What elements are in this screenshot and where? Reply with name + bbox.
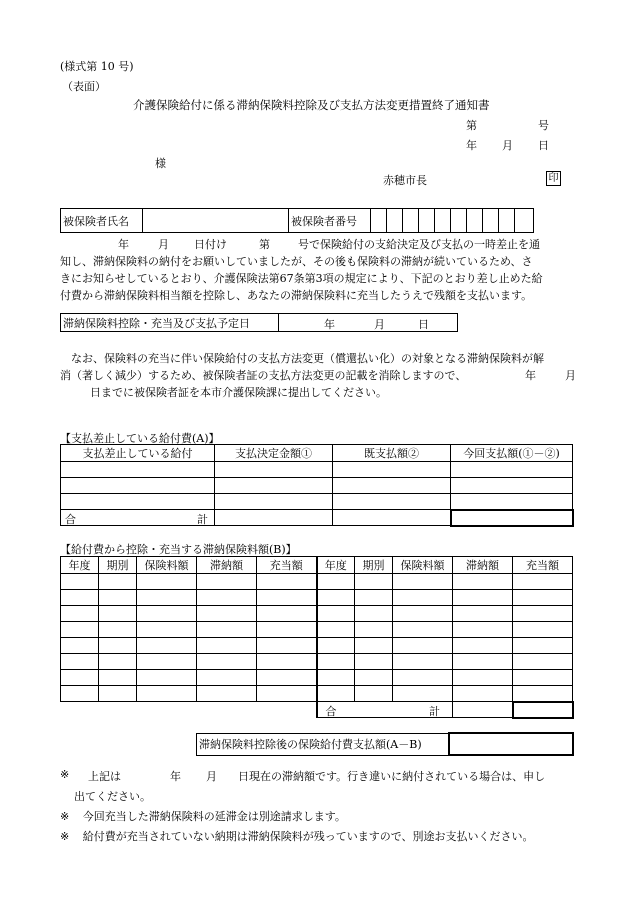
table-cell <box>317 670 355 686</box>
result-table <box>196 732 574 756</box>
table-b-header: 年度 <box>61 557 99 574</box>
table-cell <box>61 622 99 638</box>
p2-year: 年 <box>525 369 536 382</box>
table-row <box>61 574 573 590</box>
table-cell <box>453 590 513 606</box>
schedule-date <box>279 314 458 332</box>
insured-number-digit <box>515 209 534 233</box>
table-row <box>61 638 573 654</box>
table-cell <box>197 622 257 638</box>
table-cell <box>197 686 257 702</box>
table-cell <box>393 686 453 702</box>
note-1-month: 月 <box>206 770 217 783</box>
insured-number-digit <box>451 209 467 233</box>
table-cell <box>61 606 99 622</box>
table-cell <box>317 638 355 654</box>
side-label: （表面） <box>62 80 106 93</box>
table-b-caption: 【給付費から控除・充当する滞納保険料額(B)】 <box>60 543 297 556</box>
note-1c: 出てください。 <box>74 790 151 803</box>
table-b-header: 年度 <box>317 557 355 574</box>
table-b <box>60 556 574 719</box>
table-cell <box>99 574 137 590</box>
table-cell <box>393 590 453 606</box>
p1-line2: 知し、滞納保険料の納付をお願いしていましたが、その後も保険料の滞納が続いているため、さ <box>60 255 533 268</box>
table-cell <box>453 654 513 670</box>
schedule-day: 日 <box>418 318 429 331</box>
table-cell <box>393 622 453 638</box>
seal-mark: 印 <box>546 171 561 186</box>
p1-line4: 付費から滞納保険料相当額を控除し、あなたの滞納保険料に充当したうえで残額を支払います。 <box>60 289 533 302</box>
table-cell <box>513 606 573 622</box>
table-cell <box>317 654 355 670</box>
table-cell <box>99 606 137 622</box>
insured-number-digit <box>371 209 387 233</box>
table-cell <box>197 574 257 590</box>
note-mark: ※ <box>60 768 70 781</box>
result-label: 滞納保険料控除後の保険給付費支払額(A－B) <box>197 733 449 755</box>
table-cell <box>513 638 573 654</box>
table-b-header: 保険料額 <box>393 557 453 574</box>
table-cell <box>99 670 137 686</box>
table-cell <box>355 622 393 638</box>
p1-line3: きにお知らせしているとおり、介護保険法第67条第3項の規定により、下記のとおり差し止めた給 <box>60 272 543 285</box>
total-left: 合 <box>65 513 76 526</box>
table-cell <box>61 670 99 686</box>
table-row <box>61 686 573 702</box>
table-a-caption: 【支払差止している給付費(A)】 <box>60 432 220 445</box>
note-3 <box>60 828 534 844</box>
note-mark: ※ <box>60 810 70 823</box>
insured-number-label: 被保険者番号 <box>289 209 371 233</box>
table-row <box>61 590 573 606</box>
table-cell <box>393 638 453 654</box>
insured-number-digit <box>499 209 515 233</box>
insured-number-digit <box>387 209 403 233</box>
table-cell <box>61 638 99 654</box>
table-cell <box>317 606 355 622</box>
table-b-total-amount <box>513 702 573 718</box>
table-cell <box>197 590 257 606</box>
total-right: 計 <box>197 513 208 526</box>
insured-number-digit <box>435 209 451 233</box>
table-cell <box>513 622 573 638</box>
table-a-header: 支払決定金額① <box>215 445 333 462</box>
document-title: 介護保険給付に係る滞納保険料控除及び支払方法変更措置終了通知書 <box>133 98 490 112</box>
schedule-label: 滞納保険料控除・充当及び支払予定日 <box>61 314 279 332</box>
table-b-header: 保険料額 <box>137 557 197 574</box>
table-row <box>61 670 573 686</box>
table-cell <box>197 670 257 686</box>
table-cell <box>257 574 317 590</box>
table-b-header: 期別 <box>355 557 393 574</box>
insured-name-value <box>143 209 289 233</box>
schedule-month: 月 <box>374 318 385 331</box>
table-cell <box>355 638 393 654</box>
table-cell <box>317 686 355 702</box>
doc-number-prefix: 第 <box>466 119 477 132</box>
total-right: 計 <box>429 705 440 718</box>
note-1-year: 年 <box>170 770 181 783</box>
p1-line1-rest: 号で保険給付の支給決定及び支払の一時差止を通 <box>298 238 540 251</box>
form-number: (様式第 10 号) <box>60 60 134 73</box>
issue-date-month: 月 <box>502 139 513 152</box>
table-cell <box>61 686 99 702</box>
table-cell <box>453 574 513 590</box>
table-b-header: 滞納額 <box>197 557 257 574</box>
table-row <box>61 462 573 478</box>
table-cell <box>257 606 317 622</box>
notice-paragraph-2 <box>60 350 576 401</box>
table-cell <box>137 574 197 590</box>
table-cell <box>513 686 573 702</box>
note-mark: ※ <box>60 830 70 843</box>
p1-day: 日付け <box>194 238 227 251</box>
table-a-header: 既支払額② <box>333 445 451 462</box>
p2-line1: なお、保険料の充当に伴い保険給付の支払方法変更（償還払い化）の対象となる滞納保険料が解 <box>71 352 544 365</box>
result-amount <box>449 733 573 755</box>
table-cell <box>317 622 355 638</box>
insured-number-digit <box>403 209 419 233</box>
table-cell <box>393 574 453 590</box>
insured-number-digit <box>483 209 499 233</box>
table-cell <box>61 590 99 606</box>
table-cell <box>257 622 317 638</box>
issue-date-day: 日 <box>538 139 549 152</box>
table-b-header: 充当額 <box>513 557 573 574</box>
table-cell <box>197 638 257 654</box>
table-a-header: 今回支払額(①－②) <box>451 445 573 462</box>
note-1b: 日現在の滞納額です。行き違いに納付されている場合は、申し <box>238 770 546 783</box>
table-cell <box>355 606 393 622</box>
table-cell <box>137 606 197 622</box>
note-1a: 上記は <box>88 770 121 783</box>
doc-number-suffix: 号 <box>538 119 549 132</box>
table-cell <box>355 590 393 606</box>
table-cell <box>513 654 573 670</box>
table-cell <box>99 590 137 606</box>
issuer-name: 赤穂市長 <box>383 174 427 187</box>
table-cell <box>197 654 257 670</box>
table-cell <box>61 574 99 590</box>
table-cell <box>453 606 513 622</box>
note-3-text: 給付費が充当されていない納期は滞納保険料が残っていますので、別途お支払いください。 <box>82 830 534 843</box>
addressee-suffix: 様 <box>155 157 166 170</box>
table-a-header: 支払差止している給付 <box>61 445 215 462</box>
total-left: 合 <box>325 705 337 718</box>
note-2 <box>60 808 346 824</box>
table-cell <box>99 686 137 702</box>
p1-year: 年 <box>118 238 129 251</box>
table-row <box>61 478 573 494</box>
table-cell <box>317 574 355 590</box>
p2-line2: 消（著しく減少）するため、被保険者証の支払方法変更の記載を消除しますので、 <box>60 369 467 382</box>
table-cell <box>99 654 137 670</box>
notice-paragraph-1 <box>60 236 576 304</box>
table-cell <box>317 590 355 606</box>
table-cell <box>257 638 317 654</box>
table-cell <box>453 638 513 654</box>
p2-line3: 日までに被保険者証を本市介護保険課に提出してください。 <box>90 386 387 399</box>
table-cell <box>99 638 137 654</box>
table-cell <box>393 654 453 670</box>
table-a-total-row <box>61 510 573 526</box>
table-cell <box>137 590 197 606</box>
p2-month: 月 <box>565 369 576 382</box>
table-cell <box>355 654 393 670</box>
table-cell <box>355 574 393 590</box>
table-cell <box>257 686 317 702</box>
insured-info-table <box>60 208 534 233</box>
schedule-table <box>60 313 458 332</box>
table-cell <box>355 686 393 702</box>
table-cell <box>393 606 453 622</box>
insured-name-label: 被保険者氏名 <box>61 209 143 233</box>
table-cell <box>453 670 513 686</box>
table-cell <box>137 622 197 638</box>
p1-dai: 第 <box>259 238 270 251</box>
table-cell <box>453 686 513 702</box>
table-cell <box>137 686 197 702</box>
table-cell <box>99 622 137 638</box>
table-cell <box>137 654 197 670</box>
table-b-total-label <box>317 702 453 718</box>
table-cell <box>137 670 197 686</box>
table-cell <box>137 638 197 654</box>
table-cell <box>453 622 513 638</box>
table-a-total-label <box>61 510 215 526</box>
insured-number-digit <box>419 209 435 233</box>
insured-number-digit <box>467 209 483 233</box>
table-row <box>61 622 573 638</box>
table-a-total-amount <box>451 510 573 526</box>
table-b-header: 期別 <box>99 557 137 574</box>
table-cell <box>355 670 393 686</box>
table-b-total-row <box>61 702 573 718</box>
note-1 <box>60 768 576 785</box>
table-cell <box>513 670 573 686</box>
table-cell <box>513 590 573 606</box>
table-a <box>60 444 574 527</box>
table-cell <box>257 654 317 670</box>
schedule-year: 年 <box>324 318 335 331</box>
table-row <box>61 494 573 510</box>
table-cell <box>61 654 99 670</box>
issue-date-year: 年 <box>466 139 477 152</box>
table-cell <box>513 574 573 590</box>
table-row <box>61 606 573 622</box>
table-b-header: 充当額 <box>257 557 317 574</box>
table-cell <box>197 606 257 622</box>
table-row <box>61 654 573 670</box>
table-cell <box>257 590 317 606</box>
table-b-header: 滞納額 <box>453 557 513 574</box>
p1-month: 月 <box>158 238 169 251</box>
table-cell <box>257 670 317 686</box>
note-2-text: 今回充当した滞納保険料の延滞金は別途請求します。 <box>82 810 346 823</box>
table-cell <box>393 670 453 686</box>
